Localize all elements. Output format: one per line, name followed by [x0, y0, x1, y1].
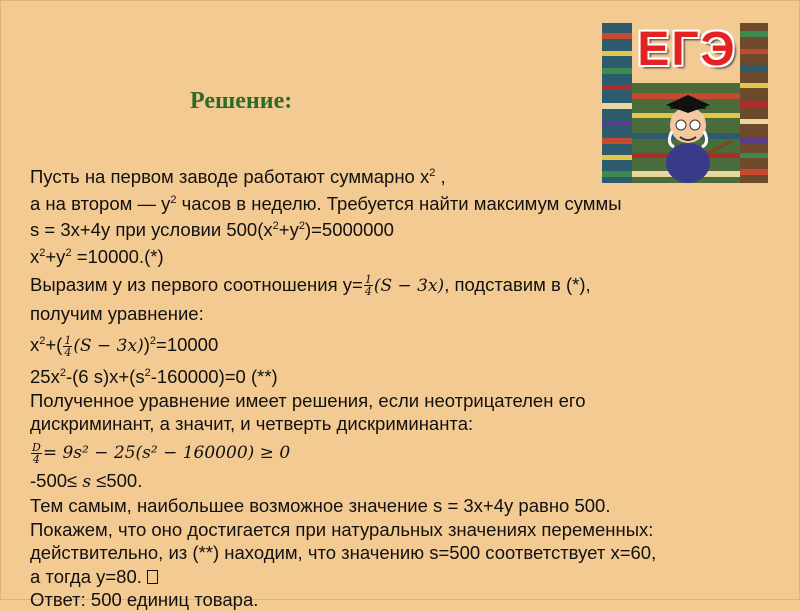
- line-7: $x^2+$( $\frac{1}{4}$ (S − 3x))$^2$=10000: [30, 333, 219, 359]
- missing-glyph-box: [147, 570, 158, 584]
- line-14: Покажем, что оно достигается при натуральных значениях переменных:: [30, 518, 654, 540]
- line-10: дискриминант, а значит, и четверть дискриминанта:: [30, 413, 474, 435]
- line-3: s = 3x+4y при условии $500(x^2+y^2)=5000000$: [30, 219, 394, 241]
- line-6: получим уравнение:: [30, 302, 204, 324]
- line-11: $\frac{D}{4}$ = 9s² − 25(s² − 160000) ≥ 0: [32, 440, 291, 466]
- solution-text: [30, 162, 730, 612]
- slide-title: Решение:: [190, 88, 293, 114]
- line-12: -500≤ s ≤500.: [30, 469, 143, 492]
- line-13: Тем самым, наибольшее возможное значение s = 3x+4y равно 500.: [30, 495, 611, 517]
- line-4: $x^2+y^2 =10000.(*)$: [30, 246, 164, 268]
- fraction-one-quarter: $\frac{1}{4}$: [64, 333, 72, 359]
- line-17: Ответ: 500 единиц товара.: [30, 589, 259, 611]
- fraction-d-quarter: $\frac{D}{4}$: [32, 440, 41, 466]
- line-15: действительно, из (**) находим, что значению s=500 соответствует x=60,: [30, 542, 657, 564]
- line-8: $25x^2-(6$ $s)x+(s^2-160000)=0$ (**): [30, 366, 278, 388]
- line-9: Полученное уравнение имеет решения, если неотрицателен его: [30, 389, 586, 411]
- line-1: Пусть на первом заводе работают суммарно $x^2$ ,: [30, 166, 446, 188]
- line-16: а тогда y=80.: [30, 565, 730, 589]
- ege-logo-text: ЕГЭ: [637, 23, 737, 76]
- fraction-one-quarter: $\frac{1}{4}$: [364, 273, 372, 299]
- line-2: а на втором — $y^2$ часов в неделю. Требуется найти максимум суммы: [30, 192, 622, 214]
- line-5: Выразим y из первого соотношения y= $\frac{1}{4}$ (S − 3x), подставим в (*),: [30, 273, 591, 299]
